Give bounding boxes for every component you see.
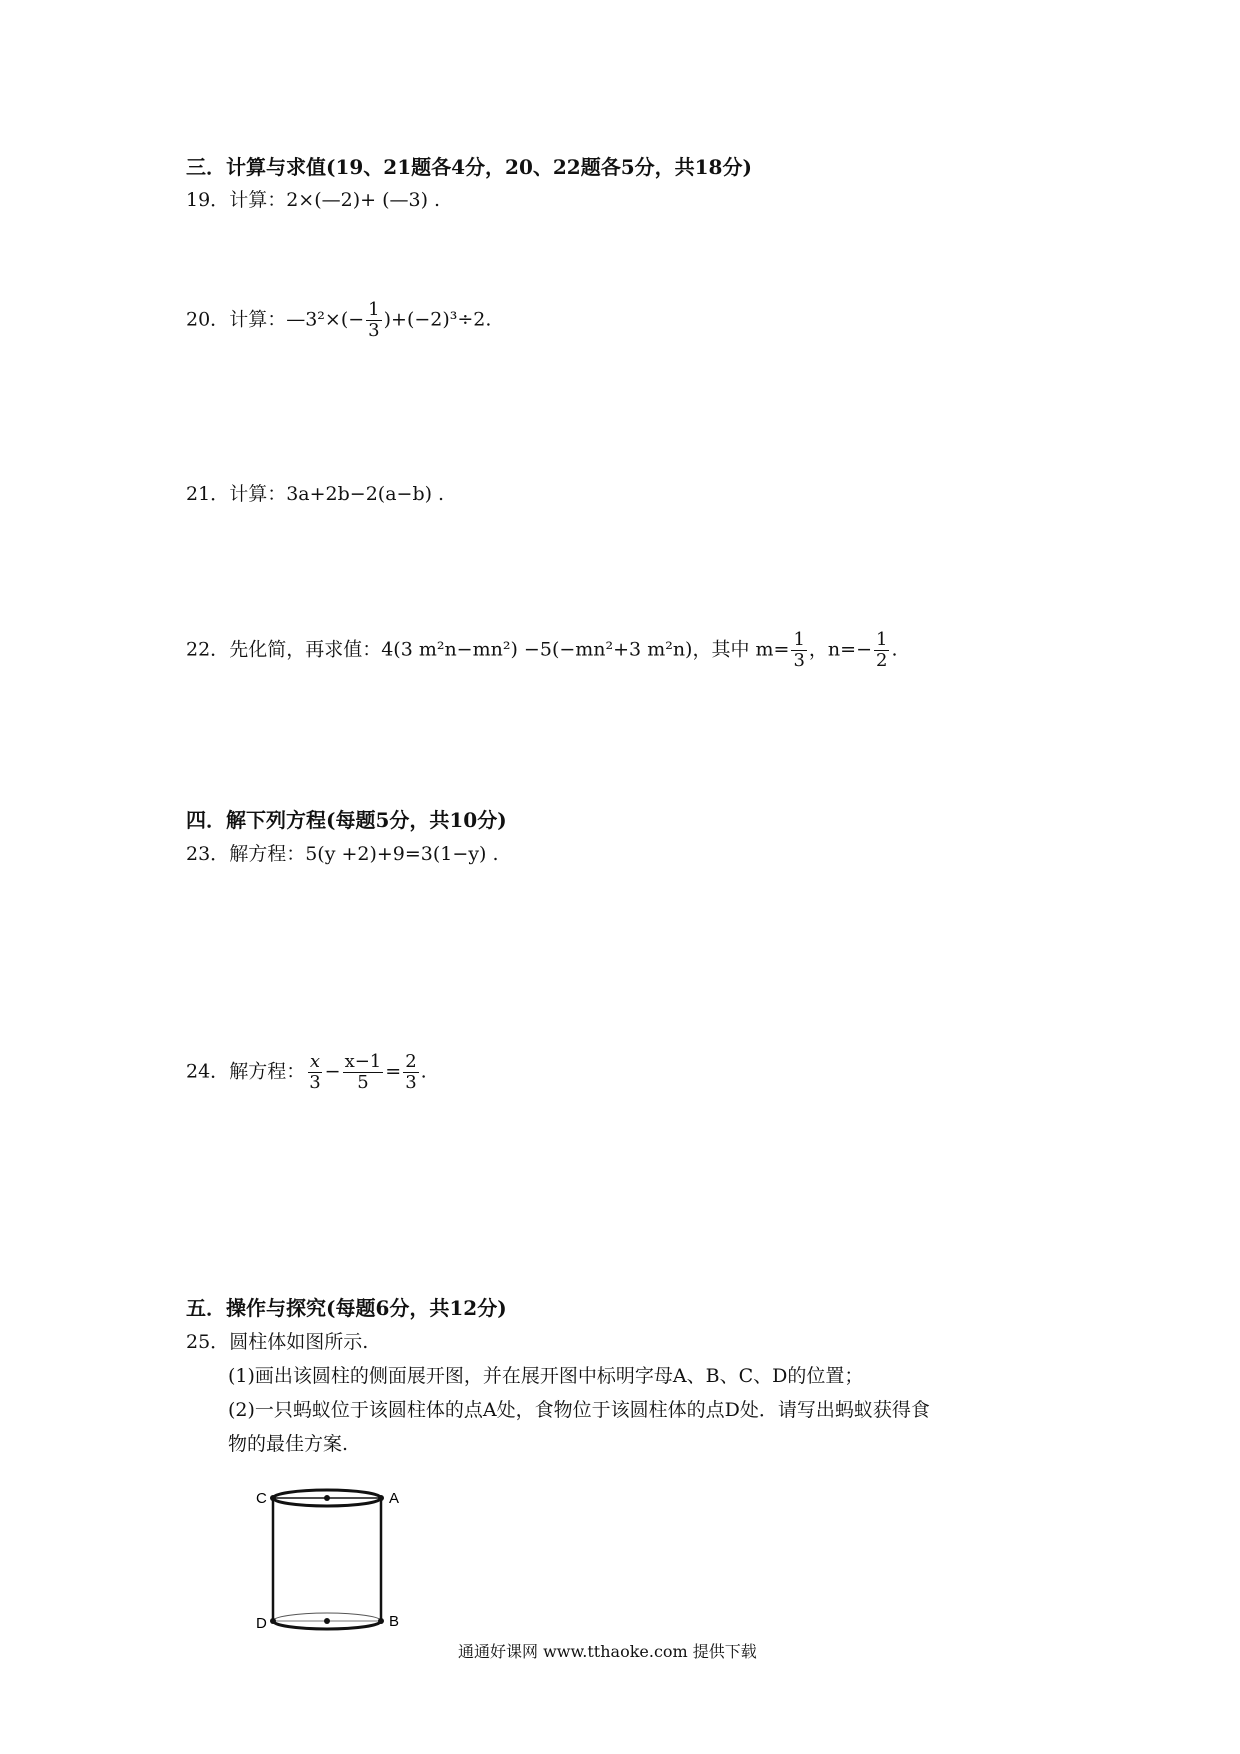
question-22-number: 22． xyxy=(186,638,230,661)
fraction-numerator: 1 xyxy=(368,299,380,320)
point-c xyxy=(270,1495,276,1501)
question-19-number: 19． xyxy=(186,189,230,211)
fraction-denominator: 3 xyxy=(368,320,380,341)
question-25-intro xyxy=(186,1330,368,1354)
label-c: C xyxy=(256,1490,267,1507)
question-24 xyxy=(186,1052,427,1093)
question-24-fraction-1 xyxy=(307,1052,322,1093)
question-25-part-1: (1)画出该圆柱的侧面展开图，并在展开图中标明字母A、B、C、D的位置； xyxy=(228,1365,864,1387)
point-b xyxy=(378,1618,384,1624)
fraction-numerator: 1 xyxy=(875,629,888,650)
fraction-numerator: 1 xyxy=(793,629,805,650)
question-22-m-fraction xyxy=(791,630,806,671)
question-24-minus: − xyxy=(324,1060,341,1083)
question-20 xyxy=(186,300,491,341)
question-23-number: 23． xyxy=(186,843,230,865)
bottom-center-point xyxy=(324,1618,330,1624)
question-20-post: )+(−2)³÷2. xyxy=(383,308,492,331)
question-20-fraction xyxy=(366,300,381,341)
question-25-number: 25． xyxy=(186,1331,230,1353)
question-22-n-fraction xyxy=(874,630,889,671)
section-5-heading: 五．操作与探究(每题6分，共12分) xyxy=(186,1296,507,1320)
footer-text: 通通好课网 www.tthaoke.com 提供下载 xyxy=(458,1642,757,1661)
question-21-text: 计算：3a+2b−2(a−b) . xyxy=(229,483,445,505)
question-24-end: . xyxy=(420,1060,427,1083)
question-25-part-2-continued: 物的最佳方案. xyxy=(228,1433,349,1455)
question-19 xyxy=(186,188,440,212)
question-22-mid: ，n=− xyxy=(808,638,872,661)
question-24-fraction-3 xyxy=(403,1052,418,1093)
label-d: D xyxy=(256,1615,267,1632)
fraction-numerator: x xyxy=(309,1051,320,1072)
question-25-part-2: (2)一只蚂蚁位于该圆柱体的点A处，食物位于该圆柱体的点D处．请写出蚂蚁获得食 xyxy=(228,1399,930,1421)
question-19-text: 计算：2×(—2)+ (—3) . xyxy=(229,189,441,211)
fraction-denominator: 2 xyxy=(875,650,888,671)
question-24-pre: 解方程： xyxy=(229,1060,306,1083)
question-23-text: 解方程：5(y +2)+9=3(1−y) . xyxy=(229,843,499,865)
point-a xyxy=(378,1495,384,1501)
question-22 xyxy=(186,630,897,671)
section-3-heading: 三．计算与求值(19、21题各4分，20、22题各5分，共18分) xyxy=(186,155,752,179)
question-25-intro-text: 圆柱体如图所示. xyxy=(229,1331,369,1353)
fraction-numerator: x−1 xyxy=(344,1051,382,1072)
question-24-eq: = xyxy=(385,1060,402,1083)
fraction-denominator: 3 xyxy=(793,650,805,671)
fraction-numerator: 2 xyxy=(405,1051,417,1072)
fraction-denominator: 3 xyxy=(309,1072,321,1093)
label-a: A xyxy=(389,1490,400,1507)
question-21 xyxy=(186,482,444,506)
fraction-denominator: 5 xyxy=(357,1072,369,1093)
question-20-pre: 计算：—3²×(− xyxy=(229,308,365,331)
question-21-number: 21． xyxy=(186,483,230,505)
top-center-point xyxy=(324,1495,330,1501)
question-22-text: 先化简，再求值：4(3 m²n−mn²) −5(−mn²+3 m²n)，其中 m= xyxy=(229,638,790,661)
point-d xyxy=(270,1618,276,1624)
question-22-end: . xyxy=(891,638,898,661)
cylinder-figure xyxy=(252,1488,422,1638)
label-b: B xyxy=(389,1613,400,1630)
section-4-heading: 四．解下列方程(每题5分，共10分) xyxy=(186,808,507,832)
fraction-denominator: 3 xyxy=(405,1072,417,1093)
question-24-number: 24． xyxy=(186,1060,230,1083)
question-23 xyxy=(186,842,499,866)
question-20-number: 20． xyxy=(186,308,230,331)
question-24-fraction-2 xyxy=(343,1052,384,1093)
